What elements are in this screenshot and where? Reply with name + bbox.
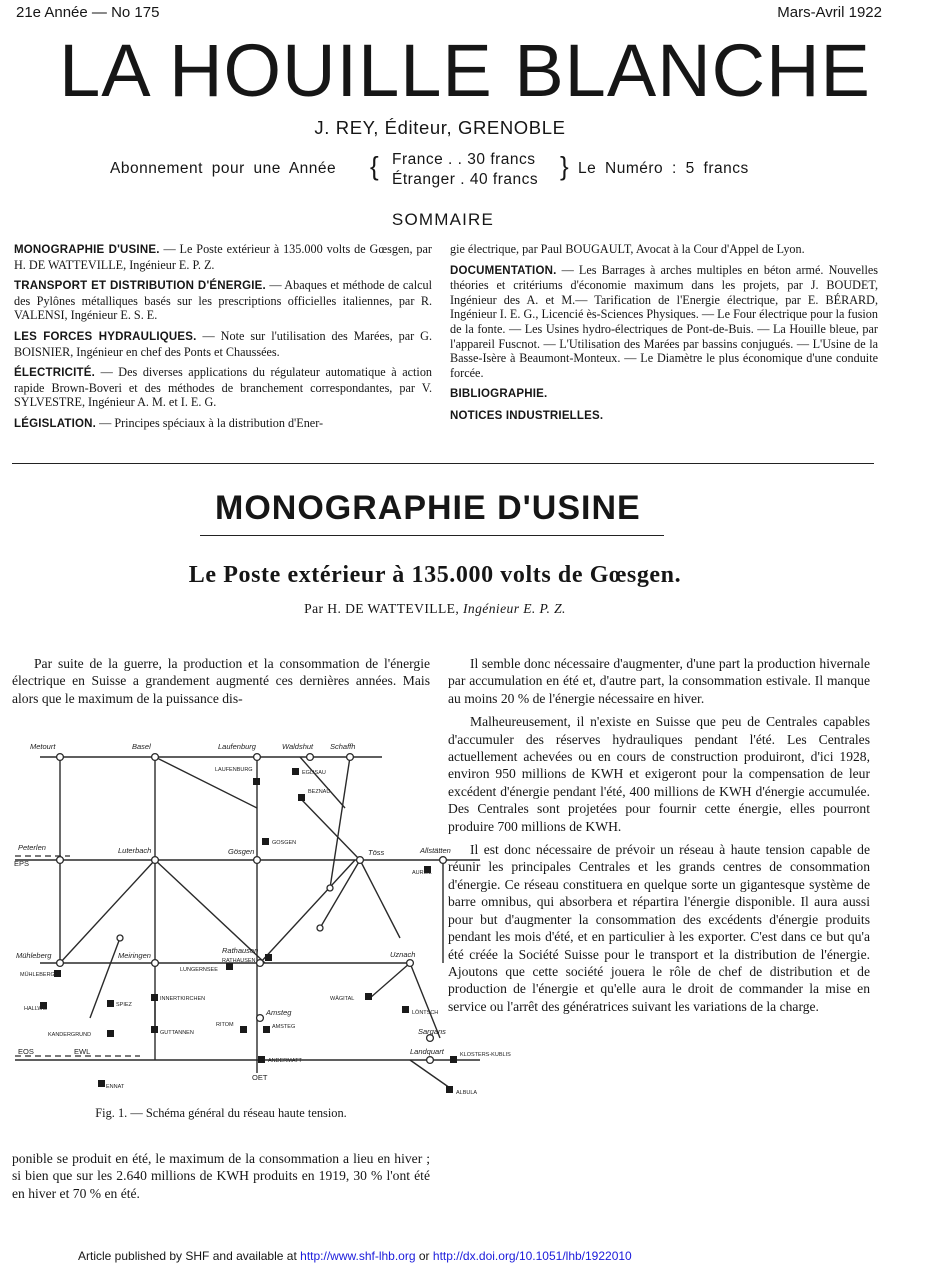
- node-waldshut: [307, 754, 314, 761]
- label-eglisau: EGLISAU: [302, 770, 326, 776]
- label-eos: EOS: [18, 1047, 34, 1056]
- node-landquart: [427, 1057, 434, 1064]
- label-toss: Töss: [368, 848, 385, 857]
- plant-andermatt: [258, 1056, 265, 1063]
- right-column: [448, 655, 870, 1015]
- label-peterlen: Peterlen: [18, 843, 46, 852]
- byline-role: Ingénieur E. P. Z.: [462, 601, 566, 616]
- paragraph-centrales: Malheureusement, il n'existe en Suisse que peu de Centrales capables d'accumuler des réserves hydrauliques pendant l'été. Les Centrales actuellement achevées ou en cours de construction produiront, d'ici 1928, environ 950 millions de KWH et exigeront pour la compensation de leur excédent d'énergie pendant l'été, 400 millions de KWH d'énergie accumulée. Des Centrales sont projetées pour fournir cette énergie, elles pourront produire 700 millions de KWH.: [448, 714, 870, 834]
- label-lontsch: LÖNTSCH: [412, 1010, 439, 1016]
- plant-klosters: [450, 1056, 457, 1063]
- label-metourt: Metourt: [30, 742, 56, 751]
- label-uznach: Uznach: [390, 950, 416, 959]
- network-diagram: [10, 738, 511, 1098]
- label-innertkirchen: INNERTKIRCHEN: [160, 996, 206, 1002]
- line-rathausen-toss: [260, 860, 355, 963]
- node-gosgen: [254, 857, 261, 864]
- label-andermatt: ANDERMATT: [268, 1058, 302, 1064]
- price-etranger: Étranger . 40 francs: [392, 171, 539, 188]
- label-meiringen: Meiringen: [118, 951, 151, 960]
- subscription-label: Abonnement pour une Année: [110, 160, 337, 177]
- label-gosgen: Gösgen: [228, 847, 255, 856]
- plant-wagital: [365, 993, 372, 1000]
- plant-gosgen: [262, 838, 269, 845]
- toc-item-documentation: DOCUMENTATION. — Les Barrages à arches multiples en béton armé. Nouvelles théories et critériums d'économie maximum dans les projets, par J. BOUDET, Ingénieur des A. et M.— Tarification de l'Energie électrique, par E. BÉRARD, Ingénieur I. E. G., Licencié ès-Sciences Physiques. — Le Four électrique pour la fusion de la fonte. — Les Usines hydro-électriques de Pont-de-Buis. — La Houille bleue, par l'appareil Fuscnot. — L'Utilisation des Marées par bassins conjugués. — L'Usine de la Basse-Isère à Beaumont-Monteux. — Le Diamètre le plus économique d'une conduite forcée.: [450, 262, 878, 380]
- node-hallwil-junction: [117, 935, 123, 941]
- label-waldshut: Waldshut: [282, 742, 314, 751]
- label-kandersteg: KANDERGRUND: [48, 1032, 92, 1038]
- label-schaffh: Schaffh: [330, 742, 356, 751]
- label-rathausen-plant: RATHAUSEN: [222, 958, 256, 964]
- line-uznach-wagital: [370, 963, 410, 998]
- toc-item-legislation: LÉGISLATION. — Principes spéciaux à la distribution d'Ener-: [14, 415, 324, 430]
- label-laufenburg: Laufenburg: [218, 742, 256, 751]
- toc-legislation-continued: gie électrique, par Paul BOUGAULT, Avocat à la Cour d'Appel de Lyon.: [450, 242, 805, 256]
- footer-link-shf[interactable]: http://www.shf-lhb.org: [300, 1249, 416, 1263]
- left-column-top: [12, 655, 430, 707]
- label-lungernsee: LUNGERNSEE: [180, 967, 218, 973]
- node-allstatten: [440, 857, 447, 864]
- footer-link-doi[interactable]: http://dx.doi.org/10.1051/lhb/1922010: [432, 1249, 632, 1263]
- label-landquart: Landquart: [410, 1047, 444, 1056]
- plant-beznau: [298, 794, 305, 801]
- plant-innertkirchen: [151, 994, 158, 1001]
- issue-number: 21e Année — No 175: [16, 4, 160, 21]
- header-divider: [12, 463, 874, 464]
- footer-prefix: Article published by SHF and available at: [78, 1249, 297, 1263]
- node-toss: [357, 857, 364, 864]
- node-amsteg: [257, 1015, 264, 1022]
- toc-item-electricite: ÉLECTRICITÉ. — Des diverses applications du régulateur automatique à action rapide Brown-Boveri et des méthodes de branchement correspondantes, par V. SYLVESTRE, Ingénieur A. M. et I. E. G.: [14, 365, 433, 410]
- node-schaffh: [347, 754, 354, 761]
- label-ritom: RITOM: [216, 1022, 234, 1028]
- label-laufenburg-plant: LAUFENBURG: [215, 767, 253, 773]
- label-auriel: AURIEL: [412, 870, 432, 876]
- toc-item-forces: LES FORCES HYDRAULIQUES. — Note sur l'utilisation des Marées, par G. BOISNIER, Ingénieur en chef des Ponts et Chaussées.: [14, 328, 432, 359]
- node-meiringen: [152, 960, 159, 967]
- paragraph-reseau: Il est donc nécessaire de prévoir un réseau à haute tension capable de réunir les principales Centrales et les grands centres de consommation d'énergie. Ce réseau constituera en quelque sorte un gigantesque système de barre omnibus, qui absorbera et répartira l'énergie disponible. Il aura aussi pour but d'augmenter la consommation des excédents d'énergie produits pendant les mois d'été, et en particulier à les exporter. C'est dans ce but qu'a été créée la Société Suisse pour le transport et la distribution de l'énergie. Ajoutons que cette société jouera le rôle de chef de distribution et de production de l'énergie et qu'elle aura le droit de commander la mise en service ou l'arrêt des génératrices suivant les variations de la charge.: [448, 842, 870, 1014]
- label-amsteg-plant: AMSTEG: [272, 1024, 296, 1030]
- journal-title: LA HOUILLE BLANCHE: [59, 29, 871, 112]
- issue-date: Mars-Avril 1922: [777, 4, 882, 21]
- left-brace: {: [370, 151, 380, 181]
- sommaire-left-column: [14, 242, 432, 438]
- plant-guttannen: [151, 1026, 158, 1033]
- article-byline: [0, 601, 870, 617]
- section-underline: [200, 535, 664, 536]
- node-basel: [152, 754, 159, 761]
- toc-item-monographie: MONOGRAPHIE D'USINE. — Le Poste extérieur à 135.000 volts de Gœsgen, par H. DE WATTEVILLE, Ingénieur E. P. Z.: [14, 242, 432, 272]
- label-albula: ALBULA: [456, 1090, 478, 1096]
- line-toss-south: [320, 860, 360, 928]
- label-muhleberg-plant: MÜHLEBERG: [20, 972, 55, 978]
- paragraph-consumption: ponible se produit en été, le maximum de la consommation a lieu en hiver ; si bien que sur les 2.640 millions de KWH produits en 1919, 30 % l'ont été en hiver et 70 % en été.: [12, 1151, 430, 1201]
- label-spiez: SPIEZ: [116, 1002, 132, 1008]
- label-ebnat: ENNAT: [106, 1084, 125, 1090]
- line-muhleberg-luterbach: [60, 860, 155, 963]
- label-basel: Basel: [132, 742, 151, 751]
- label-sargans: Sargans: [418, 1027, 446, 1036]
- figure-caption: Fig. 1. — Schéma général du réseau haute tension.: [95, 1106, 347, 1120]
- label-amsteg-town: Amsteg: [266, 1008, 292, 1017]
- node-toss-south: [317, 925, 323, 931]
- paragraph-intro: Par suite de la guerre, la production et la consommation de l'énergie électrique en Suisse a grandement augmenté ces dernières années. Mais alors que le maximum de la puissance dis-: [12, 656, 430, 706]
- node-uznach: [407, 960, 414, 967]
- line-beznau-toss: [300, 798, 360, 860]
- sommaire-heading: SOMMAIRE: [391, 210, 495, 229]
- node-peterlen: [57, 857, 64, 864]
- sommaire-right-column: [450, 242, 878, 430]
- label-klosters: KLOSTERS-KUBLIS: [460, 1052, 511, 1058]
- plant-lontsch: [402, 1006, 409, 1013]
- line-basel-laufenburg: [155, 757, 257, 808]
- article-title: Le Poste extérieur à 135.000 volts de Gœsgen.: [188, 562, 682, 588]
- paragraph-production: Il semble donc nécessaire d'augmenter, d'une part la production hivernale par accumulation en été et, d'autre part, la consommation estivale. Il manque au moins 20 % de l'énergie nécessaire en hiver.: [448, 656, 870, 706]
- plant-eglisau: [292, 768, 299, 775]
- label-gosgen-plant: GOSGEN: [272, 840, 297, 846]
- label-muhleberg: Mühleberg: [16, 951, 52, 960]
- line-albula: [410, 1060, 450, 1088]
- label-ewl: EWL: [74, 1047, 91, 1056]
- left-column-bottom: [12, 1150, 430, 1202]
- issue-price: Le Numéro : 5 francs: [578, 160, 749, 177]
- plant-ritom: [240, 1026, 247, 1033]
- plant-kandersteg: [107, 1030, 114, 1037]
- node-metourt: [57, 754, 64, 761]
- plant-spiez: [107, 1000, 114, 1007]
- plant-albula: [446, 1086, 453, 1093]
- footer-line: [78, 1249, 632, 1263]
- price-france: France . . 30 francs: [392, 151, 536, 168]
- section-title: MONOGRAPHIE D'USINE: [215, 489, 641, 527]
- node-rathausen: [257, 960, 264, 967]
- label-wagital: WÄGITAL: [330, 996, 355, 1002]
- plant-ebnat: [98, 1080, 105, 1087]
- label-hallwil: HALLWIL: [24, 1006, 48, 1012]
- label-guttannen: GUTTANNEN: [160, 1030, 194, 1036]
- plant-rathausen: [265, 954, 272, 961]
- label-oet: OET: [252, 1073, 268, 1082]
- publisher-line: J. REY, Éditeur, GRENOBLE: [314, 117, 566, 138]
- label-rathausen: Rathausen: [222, 946, 259, 955]
- line-toss-uznach: [360, 860, 400, 938]
- plant-lungernsee: [226, 963, 233, 970]
- label-eps: EPS: [14, 859, 30, 868]
- toc-item-notices: NOTICES INDUSTRIELLES.: [450, 409, 604, 422]
- footer-or: or: [418, 1249, 430, 1263]
- toc-item-transport: TRANSPORT ET DISTRIBUTION D'ÉNERGIE. — Abaques et méthode de calcul des Pylônes métalliques basés sur les prescriptions officielles italiennes, par R. VALENSI, Ingénieur E. S. E.: [14, 278, 432, 323]
- node-muhleberg: [57, 960, 64, 967]
- node-luterbach: [152, 857, 159, 864]
- line-waldshut: [300, 757, 345, 808]
- node-schaffh-south: [327, 885, 333, 891]
- label-allstatten: Allstätten: [420, 846, 451, 855]
- label-luterbach: Luterbach: [118, 846, 152, 855]
- right-brace: }: [560, 151, 570, 181]
- node-laufenburg: [254, 754, 261, 761]
- plant-muhleberg: [54, 970, 61, 977]
- toc-item-bibliographie: BIBLIOGRAPHIE.: [450, 388, 548, 401]
- byline-author: Par H. DE WATTEVILLE,: [304, 601, 460, 616]
- label-beznau: BEZNAU: [308, 789, 331, 795]
- plant-amsteg: [263, 1026, 270, 1033]
- plant-laufenburg: [253, 778, 260, 785]
